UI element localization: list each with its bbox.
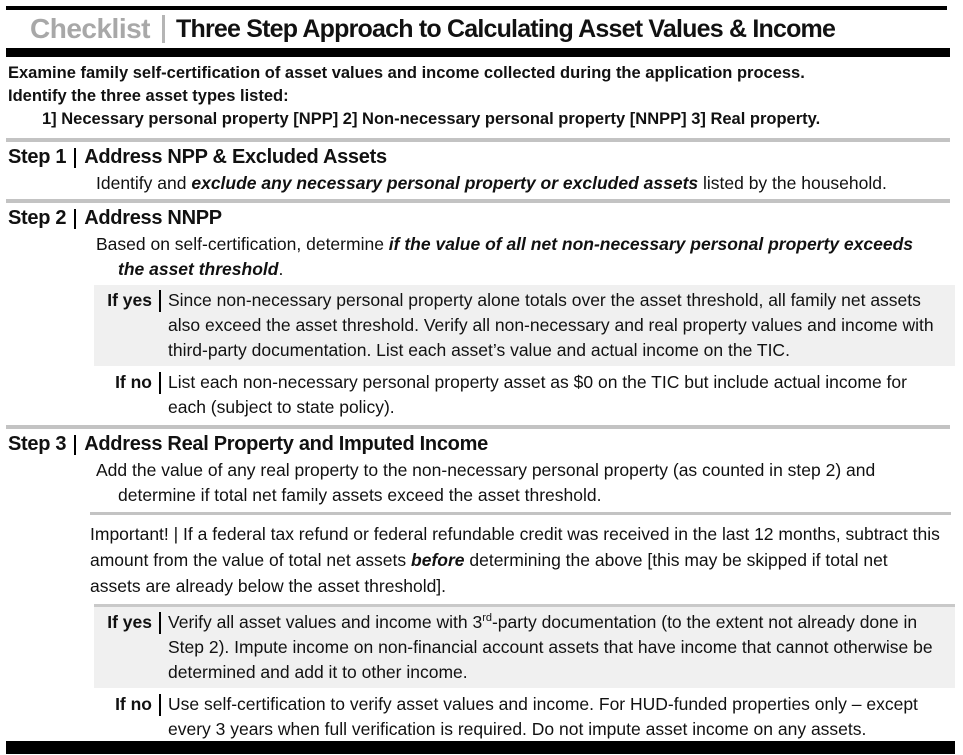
pipe-separator xyxy=(159,290,161,312)
text-run: Important! | If a federal tax refund or federal refundable credit was received in the last 12 months, subtract this amount from the value of total net assets xyxy=(90,524,940,570)
pipe-separator xyxy=(162,15,165,43)
step-heading-1 xyxy=(8,145,955,170)
condition-text xyxy=(168,288,947,363)
text-run: Add the value of any real property to the non-necessary personal property (as counted in step 2) and determine if total net family assets exceed the asset threshold. xyxy=(96,460,876,505)
step-label: Step 3 xyxy=(8,433,67,455)
text-run: List each non-necessary personal property asset as $0 on the TIC but include actual income for each (subject to state policy). xyxy=(168,372,907,417)
text-run: rd xyxy=(482,612,492,625)
text-run: Since non-necessary personal property alone totals over the asset threshold, all family net assets also exceed the asset threshold. Verify all non-necessary and real property values and income with third-party documentation. List each asset’s value and actual income on the TIC. xyxy=(168,290,934,360)
condition-text xyxy=(168,370,947,420)
step-body-text xyxy=(6,232,955,282)
pipe-separator xyxy=(159,372,161,394)
step-title: Address NPP & Excluded Assets xyxy=(84,146,387,168)
intro-line-2: Identify the three asset types listed: xyxy=(8,87,289,105)
pipe-separator xyxy=(159,694,161,716)
intro-section xyxy=(6,57,955,136)
header-rule xyxy=(6,48,950,57)
step-heading-3 xyxy=(8,432,955,457)
page-title: Three Step Approach to Calculating Asset Values & Income xyxy=(176,14,836,43)
step-label: Step 1 xyxy=(8,146,67,168)
important-divider xyxy=(90,512,951,515)
text-run: before xyxy=(411,550,465,570)
pipe-separator xyxy=(74,435,76,455)
condition-label: If no xyxy=(115,694,152,714)
step-label: Step 2 xyxy=(8,207,67,229)
if-no-row xyxy=(94,367,955,423)
step-heading-2 xyxy=(8,206,955,231)
step-title: Address NNPP xyxy=(84,207,222,229)
text-run: -party documentation (to the extent not already done in Step 2). Impute income on non-financial account assets that have income that cannot otherwise be determined and add it to other income. xyxy=(168,612,933,682)
step-body-text xyxy=(6,171,955,196)
text-run: . xyxy=(278,259,284,279)
text-run: exclude any necessary personal property or excluded assets xyxy=(191,173,699,193)
intro-line-3: 1] Necessary personal property [NPP] 2] Non-necessary personal property [NNPP] 3] Real property. xyxy=(42,110,821,128)
text-run: Identify and xyxy=(96,173,192,193)
steps-container xyxy=(6,138,955,745)
step-section-3 xyxy=(6,432,955,745)
section-divider xyxy=(6,199,950,203)
condition-label: If no xyxy=(115,372,152,392)
bottom-rule xyxy=(6,741,955,754)
intro-line-1: Examine family self-certification of asset values and income collected during the application process. xyxy=(8,64,805,82)
text-run: if the value of all net non-necessary personal property exceeds the asset threshold xyxy=(118,234,914,279)
header-badge: Checklist xyxy=(30,13,150,44)
pipe-separator xyxy=(74,148,76,168)
condition-label: If yes xyxy=(107,612,152,632)
if-yes-row xyxy=(94,285,955,366)
pipe-separator xyxy=(74,209,76,229)
important-note xyxy=(6,521,955,599)
step-section-1 xyxy=(6,145,955,196)
pipe-separator xyxy=(159,612,161,634)
if-no-row xyxy=(94,689,955,745)
section-divider xyxy=(6,425,950,429)
section-divider xyxy=(6,138,950,142)
text-run: determining the above [this may be skipped if total net assets are already below the asset threshold]. xyxy=(90,550,888,596)
condition-label: If yes xyxy=(107,290,152,310)
step-section-2 xyxy=(6,206,955,423)
condition-text xyxy=(168,610,947,685)
step-body-text xyxy=(6,458,955,508)
text-run: Based on self-certification, determine xyxy=(96,234,389,254)
step-title: Address Real Property and Imputed Income xyxy=(84,433,488,455)
text-run: listed by the household. xyxy=(698,173,887,193)
condition-text xyxy=(168,692,947,742)
text-run: Verify all asset values and income with 3 xyxy=(168,612,483,632)
if-yes-row xyxy=(94,604,955,688)
text-run: Use self-certification to verify asset values and income. For HUD-funded properties only – except every 3 years when full verification is required. Do not impute asset income on any assets. xyxy=(168,694,918,739)
header xyxy=(6,10,955,48)
